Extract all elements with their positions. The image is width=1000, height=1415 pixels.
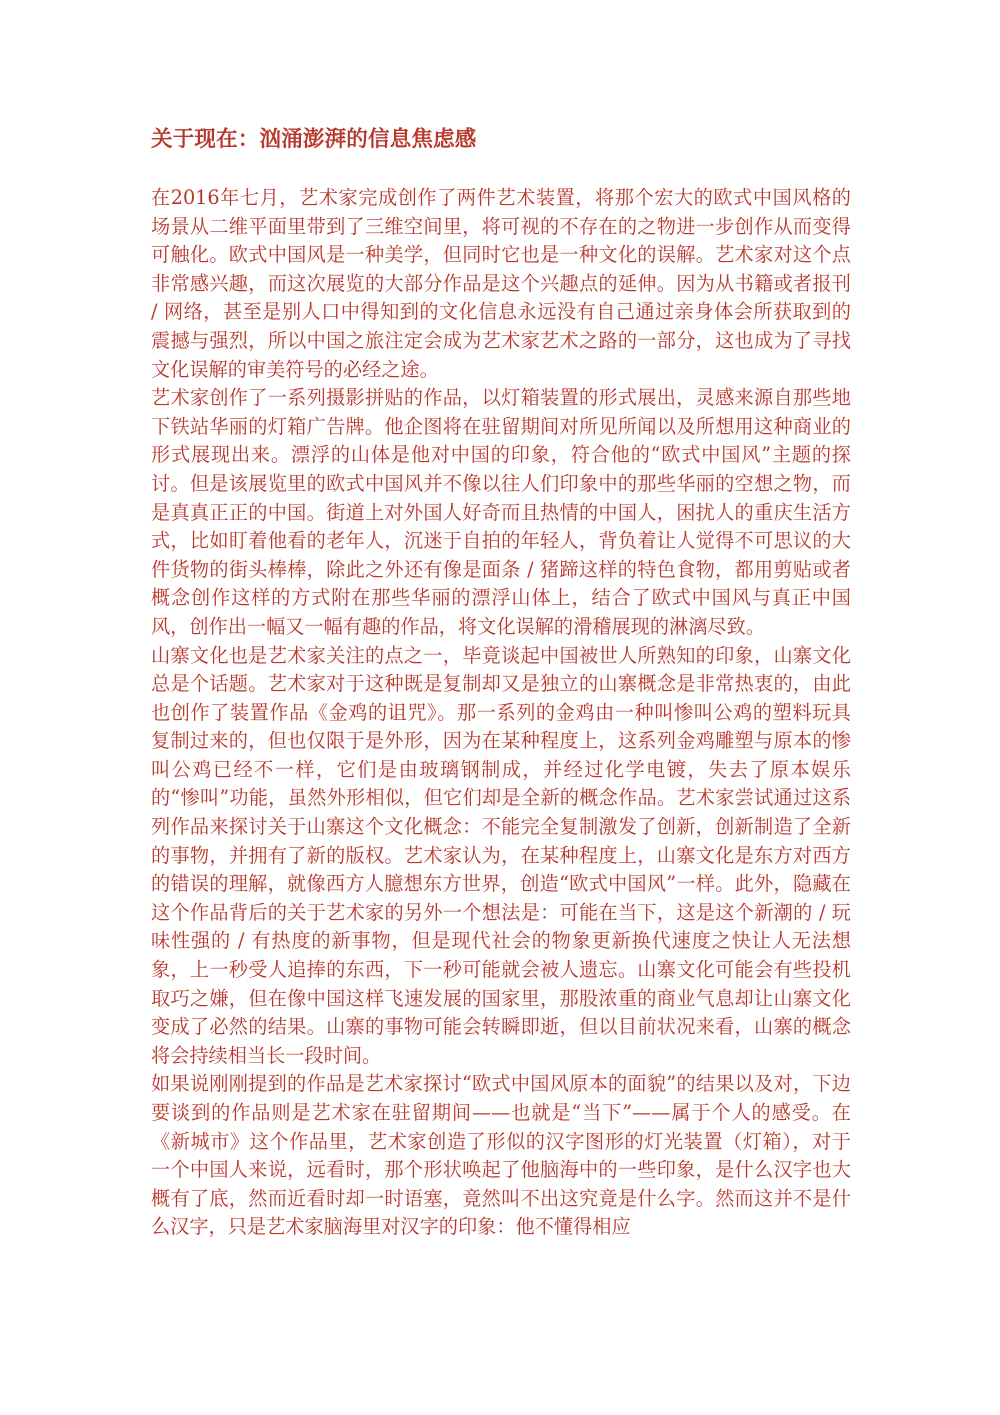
paragraph-shanzhai-culture: 山寨文化也是艺术家关注的点之一，毕竟谈起中国被世人所熟知的印象，山寨文化总是个话题。艺术家对于这种既是复制却又是独立的山寨概念是非常热衷的，由此也创作了装置作品《金鸡的诅咒》。那一系列的金鸡由一种叫惨叫公鸡的塑料玩具复制过来的，但也仅限于是外形，因为在某种程度上，这系列金鸡雕塑与原本的惨叫公鸡已经不一样，它们是由玻璃钢制成，并经过化学电镀，失去了原本娱乐的“惨叫”功能，虽然外形相似，但它们却是全新的概念作品。艺术家尝试通过这系列作品来探讨关于山寨这个文化概念：不能完全复制激发了创新，创新制造了全新的事物，并拥有了新的版权。艺术家认为，在某种程度上，山寨文化是东方对西方的错误的理解，就像西方人臆想东方世界，创造“欧式中国风”一样。此外，隐藏在这个作品背后的关于艺术家的另外一个想法是：可能在当下，这是这个新潮的 / 玩味性强的 / 有热度的新事物，但是现代社会的物象更新换代速度之快让人无法想象，上一秒受人追捧的东西，下一秒可能就会被人遗忘。山寨文化可能会有些投机取巧之嫌，但在像中国这样飞速发展的国家里，那股浓重的商业气息却让山寨文化变成了必然的结果。山寨的事物可能会转瞬即逝，但以目前状况来看，山寨的概念将会持续相当长一段时间。 [151,643,851,1067]
paragraph-residency-installations: 在2016年七月，艺术家完成创作了两件艺术装置，将那个宏大的欧式中国风格的场景从二维平面里带到了三维空间里，将可视的不存在的之物进一步创作从而变得可触化。欧式中国风是一种美学，但同时它也是一种文化的误解。艺术家对这个点非常感兴趣，而这次展览的大部分作品是这个兴趣点的延伸。因为从书籍或者报刊 / 网络，甚至是别人口中得知到的文化信息永远没有自己通过亲身体会所获取到的震撼与强烈，所以中国之旅注定会成为艺术家艺术之路的一部分，这也成为了寻找文化误解的审美符号的必经之途。 [151,186,851,381]
section-title: 关于现在：汹涌澎湃的信息焦虑感 [151,127,477,152]
document-page [151,122,851,1242]
paragraph-photo-collage-lightboxes: 艺术家创作了一系列摄影拼贴的作品，以灯箱装置的形式展出，灵感来源自那些地下铁站华丽的灯箱广告牌。他企图将在驻留期间对所见所闻以及所想用这种商业的形式展现出来。漂浮的山体是他对中国的印象，符合他的“欧式中国风”主题的探讨。但是该展览里的欧式中国风并不像以往人们印象中的那些华丽的空想之物，而是真真正正的中国。街道上对外国人好奇而且热情的中国人，困扰人的重庆生活方式，比如盯着他看的老年人，沉迷于自拍的年轻人，背负着让人觉得不可思议的大件货物的街头棒棒，除此之外还有像是面条 / 猪蹄这样的特色食物，都用剪贴或者概念创作这样的方式附在那些华丽的漂浮山体上，结合了欧式中国风与真正中国风，创作出一幅又一幅有趣的作品，将文化误解的滑稽展现的淋漓尽致。 [151,386,851,638]
paragraph-new-city: 如果说刚刚提到的作品是艺术家探讨“欧式中国风原本的面貌”的结果以及对，下边要谈到的作品则是艺术家在驻留期间——也就是“当下”——属于个人的感受。在《新城市》这个作品里，艺术家创造了形似的汉字图形的灯光装置（灯箱），对于一个中国人来说，远看时，那个形状唤起了他脑海中的一些印象，是什么汉字也大概有了底，然而近看时却一时语塞，竟然叫不出这究竟是什么字。然而这并不是什么汉字，只是艺术家脑海里对汉字的印象：他不懂得相应 [151,1072,851,1239]
